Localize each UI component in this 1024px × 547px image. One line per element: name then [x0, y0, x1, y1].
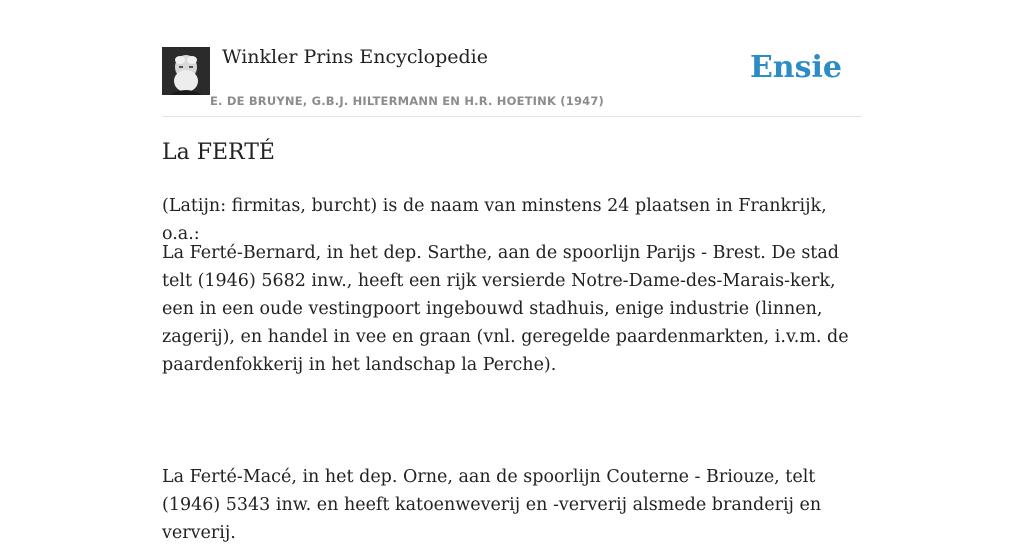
author-avatar	[162, 47, 210, 95]
entry-paragraph: La Ferté-Macé, in het dep. Orne, aan de spoorlijn Couterne - Briouze, telt (1946) 5343 inw. en heeft katoenweverij en -ververij alsmede branderij en ververij.	[162, 467, 822, 543]
source-authors: E. DE BRUYNE, G.B.J. HILTERMANN EN H.R. HOETINK (1947)	[210, 94, 605, 108]
entry-paragraph: La Ferté-Bernard, in het dep. Sarthe, aan de spoorlijn Parijs - Brest. De stad telt (1946) 5682 inw., heeft een rijk versierde Notre-Dame-des-Marais-kerk, een in een oude vestingpoort ingebouwd stadhuis, enige industrie (linnen, zagerij), en handel in vee en graan (vnl. geregelde paardenmarkten, i.v.m. de paardenfokkerij in het landschap la Perche).	[162, 243, 849, 375]
entry-title: La FERTÉ	[162, 140, 275, 165]
brand-logo-link[interactable]: Ensie	[749, 50, 842, 85]
source-header	[162, 46, 862, 117]
source-title[interactable]: Winkler Prins Encyclopedie	[222, 46, 488, 68]
entry-paragraph: (Latijn: firmitas, burcht) is de naam van minstens 24 plaatsen in Frankrijk, o.a.:	[162, 196, 827, 244]
